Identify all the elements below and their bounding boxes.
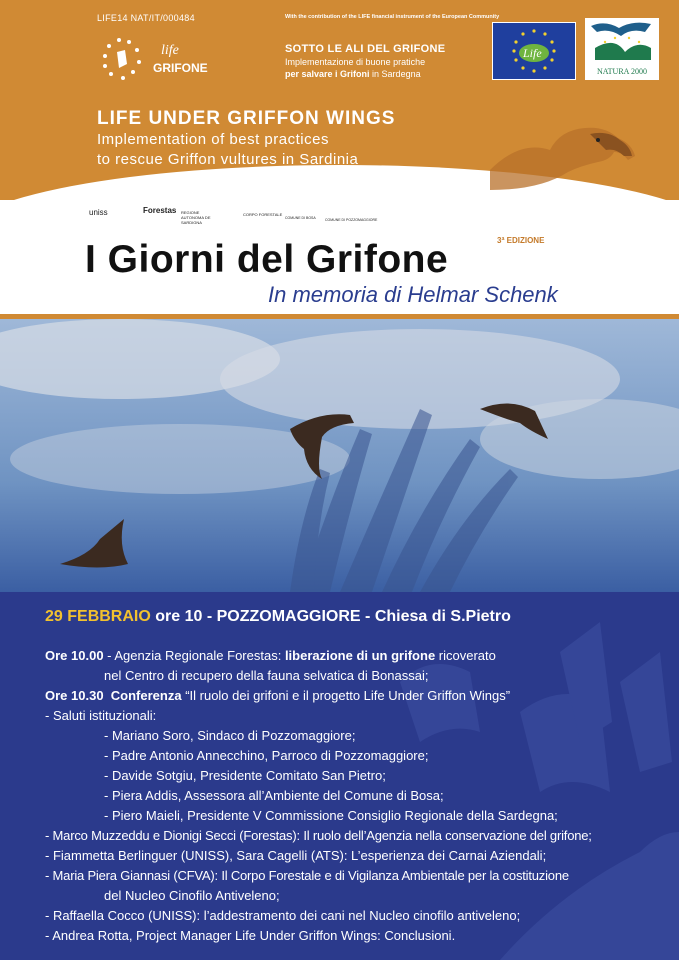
edition-label: 3ª EDIZIONE	[497, 236, 545, 245]
program-line-13: del Nucleo Cinofilo Antiveleno;	[104, 888, 280, 903]
program-line-4: - Saluti istituzionali:	[45, 708, 157, 723]
sotto-subtitle-2: per salvare i Grifoni in Sardegna	[285, 69, 421, 79]
partner-uniss: uniss	[89, 208, 108, 217]
program-line-12: - Maria Piera Giannasi (CFVA): Il Corpo Forestale e di Vigilanza Ambientale per la costituzione	[45, 868, 569, 883]
program-line-7: - Davide Sotgiu, Presidente Comitato San Pietro;	[104, 768, 386, 783]
sky-vultures-photo	[0, 319, 679, 592]
natura-text: NATURA 2000	[596, 67, 648, 76]
program-line-2: nel Centro di recupero della fauna selvatica di Bonassai;	[104, 668, 429, 683]
program-line-1: Ore 10.00 - Agenzia Regionale Forestas: liberazione di un grifone ricoverato	[45, 648, 496, 663]
project-subtitle-line-2: to rescue Griffon vultures in Sardinia	[97, 151, 359, 168]
vulture-head-illustration	[490, 100, 640, 190]
project-code: LIFE14 NAT/IT/000484	[97, 13, 195, 23]
partner-logos	[85, 198, 385, 228]
partner-corpo-forestale: CORPO FORESTALE	[243, 212, 283, 217]
program-line-15: - Andrea Rotta, Project Manager Life Under Griffon Wings: Conclusioni.	[45, 928, 456, 943]
memorial-subtitle: In memoria di Helmar Schenk	[268, 282, 558, 307]
program-line-6: - Padre Antonio Annecchino, Parroco di Pozzomaggiore;	[104, 748, 429, 763]
eu-contribution-text: With the contribution of the LIFE financial instrument of the European Community	[285, 14, 500, 20]
partner-comune-bosa: COMUNE DI BOSA	[285, 216, 316, 220]
natura-2000-logo	[585, 18, 659, 80]
eu-life-text: Life	[523, 46, 542, 60]
program-line-14: - Raffaella Cocco (UNISS): l’addestramento dei cani nel Nucleo cinofilo antiveleno;	[45, 908, 521, 923]
partner-forestas: Forestas	[143, 206, 177, 215]
svg-text:GRIFONE: GRIFONE	[153, 61, 208, 75]
program-line-9: - Piero Maieli, Presidente V Commissione Consiglio Regionale della Sardegna;	[104, 808, 558, 823]
event-title: I Giorni del Grifone	[85, 238, 449, 281]
project-main-title: LIFE UNDER GRIFFON WINGS	[97, 108, 396, 129]
life-grifone-logo	[97, 34, 217, 86]
eu-life-logo	[492, 22, 576, 80]
sotto-title: SOTTO LE ALI DEL GRIFONE	[285, 43, 446, 55]
event-date-line: 29 FEBBRAIO ore 10 - POZZOMAGGIORE - Chiesa di S.Pietro	[45, 608, 511, 625]
svg-text:life: life	[161, 43, 179, 58]
program-line-3: Ore 10.30 Conferenza “Il ruolo dei grifoni e il progetto Life Under Griffon Wings”	[45, 688, 511, 703]
sotto-subtitle-1: Implementazione di buone pratiche	[285, 57, 426, 67]
program-line-10: - Marco Muzzeddu e Dionigi Secci (Forestas): Il ruolo dell’Agenzia nella conservazione del grifone;	[45, 828, 592, 843]
program-line-8: - Piera Addis, Assessora all’Ambiente del Comune di Bosa;	[104, 788, 444, 803]
partner-comune-pozzomaggiore: COMUNE DI POZZOMAGGIORE	[325, 218, 378, 222]
partner-regione: REGIONE AUTONOMA DE SARDIGNA	[181, 210, 211, 225]
project-subtitle-line-1: Implementation of best practices	[97, 131, 329, 148]
program-line-5: - Mariano Soro, Sindaco di Pozzomaggiore;	[104, 728, 356, 743]
program-line-11: - Fiammetta Berlinguer (UNISS), Sara Cagelli (ATS): L’esperienza dei Carnai Aziendali;	[45, 848, 547, 863]
